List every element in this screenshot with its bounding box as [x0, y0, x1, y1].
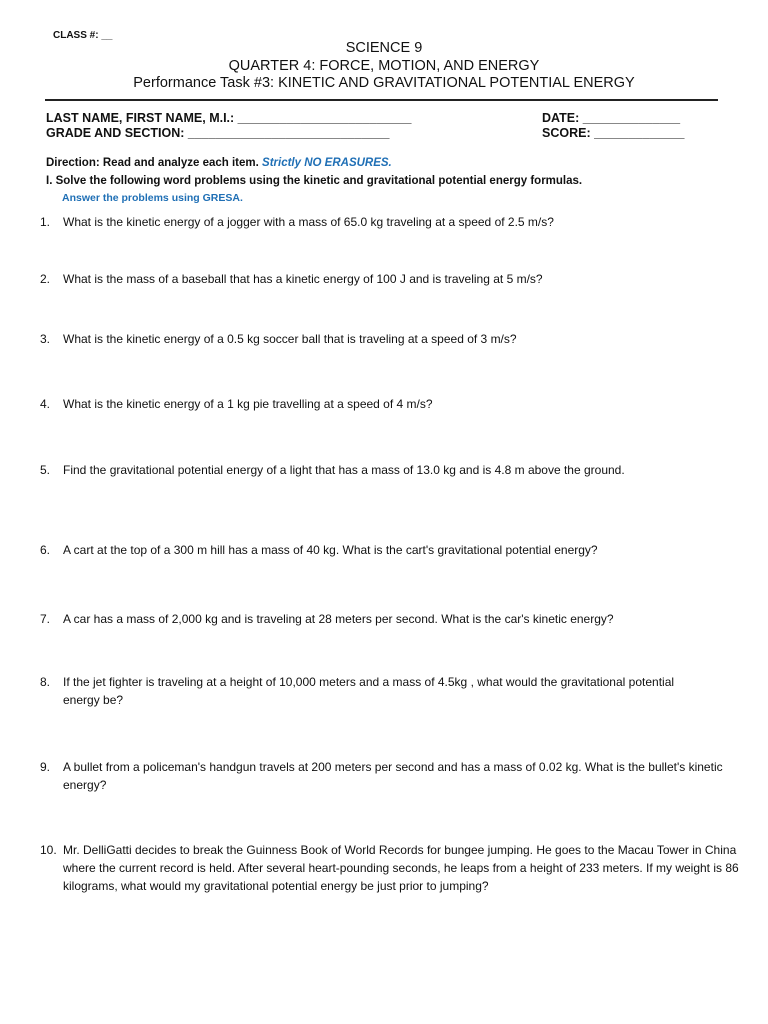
question-number: 2.: [40, 272, 51, 286]
question-item: [40, 270, 755, 288]
question-item: [40, 330, 755, 348]
question-text: What is the mass of a baseball that has a kinetic energy of 100 J and is traveling at 5 m/s?: [63, 272, 543, 286]
question-number: 6.: [40, 543, 51, 557]
direction-label: Direction: Read and analyze each item.: [46, 157, 259, 169]
part-one-instruction: I. Solve the following word problems using the kinetic and gravitational potential energy formulas.: [46, 175, 583, 187]
task-title: Performance Task #3: KINETIC AND GRAVITATIONAL POTENTIAL ENERGY: [133, 75, 635, 91]
question-item: [40, 213, 755, 231]
question-number: 3.: [40, 332, 51, 346]
header-divider: [45, 99, 718, 101]
question-item: [40, 841, 755, 895]
question-number: 10.: [40, 843, 57, 857]
quarter-title: QUARTER 4: FORCE, MOTION, AND ENERGY: [228, 57, 540, 74]
question-number: 1.: [40, 215, 51, 229]
gresa-note: Answer the problems using GRESA.: [62, 192, 243, 204]
grade-section-field: GRADE AND SECTION: _____________________________: [46, 126, 390, 140]
question-text: What is the kinetic energy of a 0.5 kg soccer ball that is traveling at a speed of 3 m/s?: [63, 332, 517, 346]
name-field: LAST NAME, FIRST NAME, M.I.: _________________________: [46, 111, 412, 125]
question-number: 8.: [40, 675, 51, 689]
question-text: A car has a mass of 2,000 kg and is traveling at 28 meters per second. What is the car's kinetic energy?: [63, 612, 614, 626]
question-text: What is the kinetic energy of a jogger with a mass of 65.0 kg traveling at a speed of 2.5 m/s?: [63, 215, 554, 229]
question-text: A cart at the top of a 300 m hill has a mass of 40 kg. What is the cart's gravitational potential energy?: [63, 543, 598, 557]
question-item: [40, 758, 755, 794]
direction-line: [46, 157, 392, 169]
question-text: What is the kinetic energy of a 1 kg pie travelling at a speed of 4 m/s?: [63, 397, 433, 411]
question-text: Find the gravitational potential energy of a light that has a mass of 13.0 kg and is 4.8 m above the ground.: [63, 463, 625, 477]
question-text: If the jet fighter is traveling at a height of 10,000 meters and a mass of 4.5kg , what would the gravitational potential energy be?: [63, 675, 675, 707]
date-field: DATE: ______________: [542, 111, 681, 125]
question-number: 9.: [40, 760, 51, 774]
question-number: 4.: [40, 397, 51, 411]
question-text: Mr. DelliGatti decides to break the Guinness Book of World Records for bungee jumping. He goes to the Macau Tower in China where the current record is held. After several heart-pounding seconds, he leaps from a height of 233 meters. If my weight is 86 kilograms, what would my gravitational potential energy be just prior to jumping?: [63, 843, 739, 893]
question-item: [40, 541, 755, 559]
class-number: CLASS #: __: [53, 30, 113, 41]
worksheet-header: [0, 40, 768, 93]
question-item: [40, 610, 755, 628]
question-item: [40, 395, 755, 413]
subject-title: SCIENCE 9: [345, 40, 423, 56]
score-field: SCORE: _____________: [542, 126, 685, 140]
question-item: [40, 673, 755, 709]
question-text: A bullet from a policeman's handgun travels at 200 meters per second and has a mass of 0.02 kg. What is the bullet's kinetic energy?: [63, 760, 723, 792]
question-item: [40, 461, 755, 479]
direction-emphasis: Strictly NO ERASURES.: [262, 157, 392, 169]
question-number: 5.: [40, 463, 51, 477]
question-number: 7.: [40, 612, 51, 626]
